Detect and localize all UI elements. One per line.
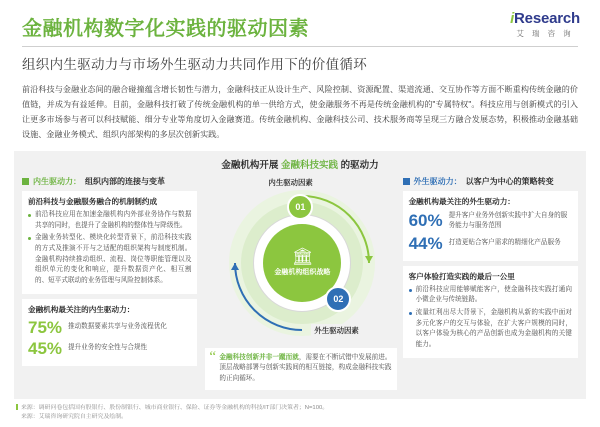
stat-label: 打造更贴合客户需求的精细化产品服务 (448, 239, 561, 247)
footer-text-1: 来源：调研问卷包括国有股银行、股份制银行、城市商业银行、保险、证券等金融机构的科技/IT部门决策者；N=100。 (21, 404, 329, 411)
panel-title-prefix: 金融机构开展 (221, 159, 279, 171)
panel-title (22, 157, 578, 171)
internal-drivers-sublabel: 组织内部的连接与变革 (85, 176, 165, 186)
iresearch-logo (510, 10, 580, 39)
stat-row (28, 340, 191, 357)
logo-wordmark: iResearch (510, 10, 580, 27)
external-stats-title: 金融机构最关注的外生驱动力： (408, 196, 515, 206)
diagram-badge-02: 02 (325, 286, 351, 312)
internal-card-bullets (28, 210, 191, 287)
internal-driver-card (22, 191, 197, 294)
diagram-core-label: 金融机构组织战略 (274, 269, 331, 277)
list-item: 前沿科技应用在加速金融机构内外部业务协作与数据共享的同时，也提升了金融机构的整体性与降级性。 (28, 210, 191, 231)
diagram-label-internal: 内生驱动因素 (265, 176, 315, 189)
external-card-title: 客户体验打造实践的最后一公里 (408, 271, 515, 281)
footer-line-2 (16, 413, 584, 422)
driver-cycle-diagram-column (203, 176, 396, 394)
source-footer (0, 399, 600, 422)
intro-text: 前沿科技与金融业态间的融合碰撞蕴含增长韧性与潜力，金融科技正从设计生产、风险控制、资源配置、渠道流通、交互协作等方面不断重构传统金融的价值链，并成为有益延伸。目前，金融科技打破了传统金融机构的单一供给方式，使金融服务不再是传统金融机构的"专属特权"。科技应用与创新模式的引入让更多市场参与者可以科技赋能、细分专业等角度切入金融赛道。传统金融机构、金融科技公司、技术服务商等呈现三方融合发展态势，积极推动金融基础设施、金融业务模式、组织内部架构的多层次创新实践。 (22, 85, 578, 139)
external-drivers-heading (403, 176, 578, 187)
title-divider (22, 46, 578, 47)
green-square-icon (22, 178, 29, 185)
stat-row (28, 319, 191, 336)
list-item: 前沿科技应用能够赋能客户，使金融科技实践打通向小微企业与传统链路。 (409, 285, 572, 306)
external-drivers-column (403, 176, 578, 394)
page-title: 金融机构数字化实践的驱动因素 (22, 18, 309, 40)
internal-stats-title: 金融机构最关注的内生驱动力： (28, 304, 135, 314)
page-subtitle: 组织内生驱动力与市场外生驱动力共同作用下的价值循环 (22, 57, 367, 72)
external-card-bullets (409, 285, 572, 351)
diagram-badge-01: 01 (287, 194, 313, 220)
internal-card-title: 前沿科技与金融服务融合的机制制约成 (28, 196, 158, 206)
footer-text-2: 来源：艾瑞咨询研究院自主研究及绘制。 (21, 414, 128, 421)
stat-label: 提升客户业务外创新实践中扩大自身的服务能力与服务范围 (448, 211, 568, 229)
stat-value: 60% (408, 211, 443, 231)
stat-value: 44% (408, 233, 443, 253)
external-drivers-sublabel: 以客户为中心的策略转变 (465, 176, 554, 186)
stat-row (409, 235, 572, 252)
page-header (0, 0, 600, 79)
stat-label: 提升业务的安全性与合规性 (68, 344, 148, 352)
panel-columns (22, 176, 578, 394)
intro-paragraph (0, 79, 600, 143)
quote-text: ，需要在不断试错中发展前进。顶层战略部署与创新实践间的相互链接，构成金融科技实践的正向循环。 (219, 353, 392, 382)
diagram-label-external: 外生驱动因素 (311, 324, 361, 337)
logo-subtext: 艾 瑞 咨 询 (516, 29, 574, 38)
quote-box (205, 348, 397, 390)
logo-text: Research (514, 10, 580, 27)
footer-line-1 (16, 404, 584, 413)
footer-bar-icon (16, 404, 18, 410)
internal-drivers-heading (22, 176, 197, 187)
external-stats-card (403, 191, 578, 261)
quote-highlight: 金融科技创新并非一蹴而就 (219, 353, 299, 361)
stat-value: 45% (28, 338, 63, 358)
stat-value: 75% (28, 317, 63, 337)
bank-icon: 🏛 (291, 247, 314, 267)
stat-label: 推动数据要素共享与业务流程优化 (68, 323, 167, 331)
driver-cycle-diagram (203, 176, 396, 394)
list-item: 金融业务转型化、模块化转型背景下，前沿科技实践的方式及推演不开与之适配的组织架构与制度机制。金融机构持续推动组织、流程、岗位等职能管理以及组织单元的变化和响应，提升数据资产化、相互割的、短平式联动的业务管理与风险控制体系。 (28, 233, 191, 286)
internal-stats-card (22, 299, 197, 366)
list-item: 流量红利出尽大背景下，金融机构从新的实践中面对多元化客户的交互与体验，在扩大客户规模的同时，以客户体验为核心的产品创新也成为金融机构的关键能力。 (409, 308, 572, 351)
external-drivers-label: 外生驱动力： (413, 176, 462, 186)
panel-title-suffix: 的驱动力 (340, 159, 379, 171)
external-driver-card (403, 266, 578, 358)
panel-title-highlight: 金融科技实践 (280, 159, 338, 171)
internal-drivers-label: 内生驱动力： (33, 176, 81, 186)
blue-square-icon (403, 178, 410, 185)
content-panel (14, 151, 586, 399)
quote-mark-icon: “ (209, 348, 217, 365)
stat-row (409, 211, 572, 231)
internal-drivers-column (22, 176, 197, 394)
